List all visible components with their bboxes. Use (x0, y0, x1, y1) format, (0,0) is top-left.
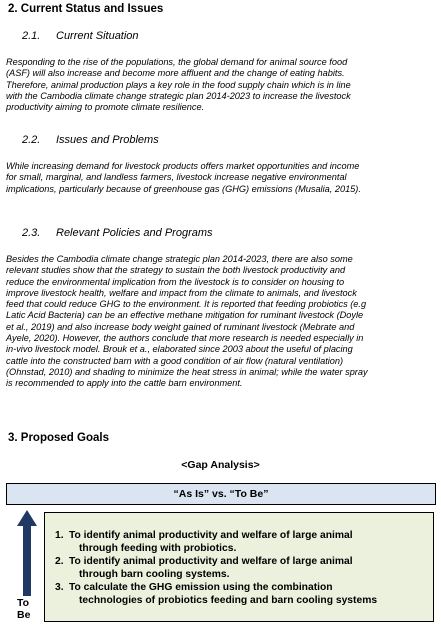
up-arrow-icon (16, 510, 38, 596)
text-line: improve livestock health, welfare and impact from the climate to animals, and livestock (6, 287, 357, 298)
goal-number: 2. (55, 556, 64, 567)
arrow-graphic (16, 510, 38, 596)
subsection-number: 2.2. (22, 134, 41, 146)
goal-item (55, 581, 430, 607)
text-line: (ASF) will also increase and become more affluent and the change of eating habits. (6, 68, 345, 79)
to-be-line: Be (17, 609, 31, 621)
text-line: feed that could reduce GHG to the environment. It is reported that feeding probiotics (e.g (6, 299, 367, 310)
subsection-title: Current Situation (56, 30, 139, 42)
subsection-title: Issues and Problems (56, 134, 159, 146)
subsection-2-1-heading (22, 30, 139, 42)
subsection-number: 2.1. (22, 30, 41, 42)
goal-item (55, 555, 430, 581)
as-is-vs-to-be-header: “As Is” vs. “To Be” (6, 483, 436, 505)
goal-text: To identify animal productivity and welfare of large animal (69, 556, 353, 567)
text-line: Responding to the rise of the populations, the global demand for animal source food (6, 57, 348, 67)
text-line: implications, particularly because of greenhouse gas (GHG) emissions (Musalia, 2015). (6, 183, 361, 194)
goal-text-continued: through barn cooling systems. (79, 569, 230, 580)
paragraph-current-situation (6, 57, 436, 113)
gap-analysis-title: <Gap Analysis> (181, 459, 260, 471)
subsection-2-3-heading (22, 227, 213, 239)
goal-number: 1. (55, 530, 64, 541)
section-3-heading: 3. Proposed Goals (8, 432, 109, 444)
goal-number: 3. (55, 582, 64, 593)
goal-text-continued: technologies of probiotics feeding and barn cooling systems (79, 595, 378, 606)
text-line: relevant studies show that the strategy to sustain the both livestock productivity and (6, 265, 346, 276)
text-line: in-vivo livestock model. Brouk et a., elaborated since 2003 about the useful of placing (6, 344, 353, 355)
text-line: productivity aiming to promote climate resilience. (6, 102, 205, 113)
text-line: for small, marginal, and landless farmers, livestock increase negative environmental (6, 172, 347, 183)
text-line: Ayele, 2020). However, the authors conclude that more research is needed especially in (6, 333, 364, 344)
goals-box (44, 512, 434, 622)
goal-item (55, 529, 430, 555)
text-line: While increasing demand for livestock products offers market opportunities and income (6, 161, 360, 171)
text-line: Therefore, animal production plays a key role in the food supply chain which is in line (6, 79, 351, 90)
subsection-title: Relevant Policies and Programs (56, 227, 213, 239)
text-line: is recommended to apply into the cattle barn environment. (6, 378, 243, 389)
goal-text-continued: through feeding with probiotics. (79, 543, 237, 554)
text-line: with the Cambodia climate change strategic plan 2014-2023 to increase the livestock (6, 90, 351, 101)
to-be-line: To (17, 597, 30, 609)
text-line: cattle into the constructed barn with a good condition of air flow (natural ventilation) (6, 355, 344, 366)
to-be-label (17, 597, 30, 621)
subsection-2-2-heading (22, 134, 159, 146)
paragraph-relevant-policies (6, 254, 436, 390)
section-2-heading: 2. Current Status and Issues (8, 3, 164, 15)
text-line: reduce the environmental implication from the livestock is to consider on housing to (6, 276, 345, 287)
text-line: Besides the Cambodia climate change strategic plan 2014-2023, there are also some (6, 254, 353, 264)
paragraph-issues-problems (6, 161, 436, 195)
text-line: et al., 2019) and also increase body weight gained of ruminant livestock (Mebrate and (6, 321, 355, 332)
goal-text: To identify animal productivity and welfare of large animal (69, 530, 353, 541)
subsection-number: 2.3. (22, 227, 41, 239)
text-line: Latic Acid Bacteria) can be an effective methane mitigation for ruminant livestock (Doyle (6, 310, 364, 321)
goal-text: To calculate the GHG emission using the combination (69, 582, 333, 593)
text-line: (Ohnstad, 2010) and shading to minimize the heat stress in animal; while the water spray (6, 366, 368, 377)
